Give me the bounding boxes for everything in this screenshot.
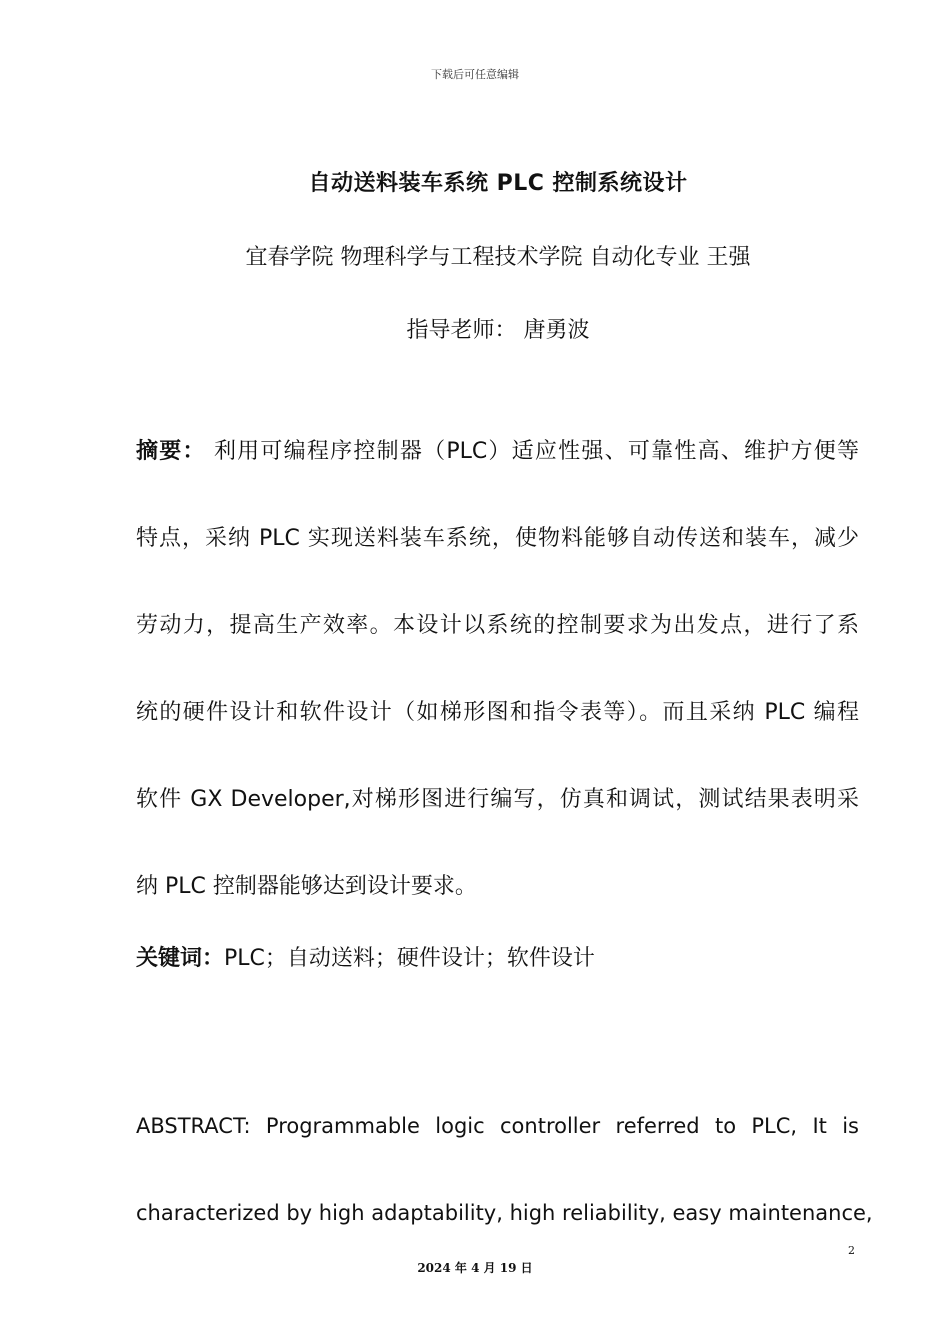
abstract-cn-line-1: 摘要： 利用可编程序控制器（PLC）适应性强、可靠性高、维护方便等 <box>136 439 859 464</box>
author-affiliation: 宜春学院 物理科学与工程技术学院 自动化专业 王强 <box>245 245 751 270</box>
advisor-line: 指导老师： 唐勇波 <box>406 318 590 343</box>
page-header-note: 下载后可任意编辑 <box>431 68 519 81</box>
abstract-cn-line-4: 统的硬件设计和软件设计（如梯形图和指令表等）。而且采纳 PLC 编程 <box>136 700 859 725</box>
keywords-line <box>136 941 859 972</box>
abstract-en-label: ABSTRACT: <box>136 1114 251 1138</box>
page-footer-date: 2024 年 4 月 19 日 <box>417 1261 533 1275</box>
abstract-en-line-1: ABSTRACT: Programmable logic controller referred to PLC, It is <box>136 1114 859 1138</box>
keywords-label: 关键词： <box>136 946 225 971</box>
keywords-text: PLC；自动送料；硬件设计；软件设计 <box>224 946 595 971</box>
document-title: 自动送料装车系统 PLC 控制系统设计 <box>308 171 688 196</box>
page-number: 2 <box>848 1244 855 1257</box>
abstract-cn-line-5: 软件 GX Developer,对梯形图进行编写，仿真和调试，测试结果表明采 <box>136 787 859 812</box>
abstract-cn-line-6: 纳 PLC 控制器能够达到设计要求。 <box>136 874 477 899</box>
abstract-cn-line-2: 特点，采纳 PLC 实现送料装车系统，使物料能够自动传送和装车，减少 <box>136 526 859 551</box>
abstract-en-line-2: characterized by high adaptability, high reliability, easy maintenance, <box>136 1201 873 1225</box>
abstract-cn-line-3: 劳动力，提高生产效率。本设计以系统的控制要求为出发点，进行了系 <box>136 613 859 638</box>
abstract-cn-label: 摘要： <box>136 439 206 464</box>
